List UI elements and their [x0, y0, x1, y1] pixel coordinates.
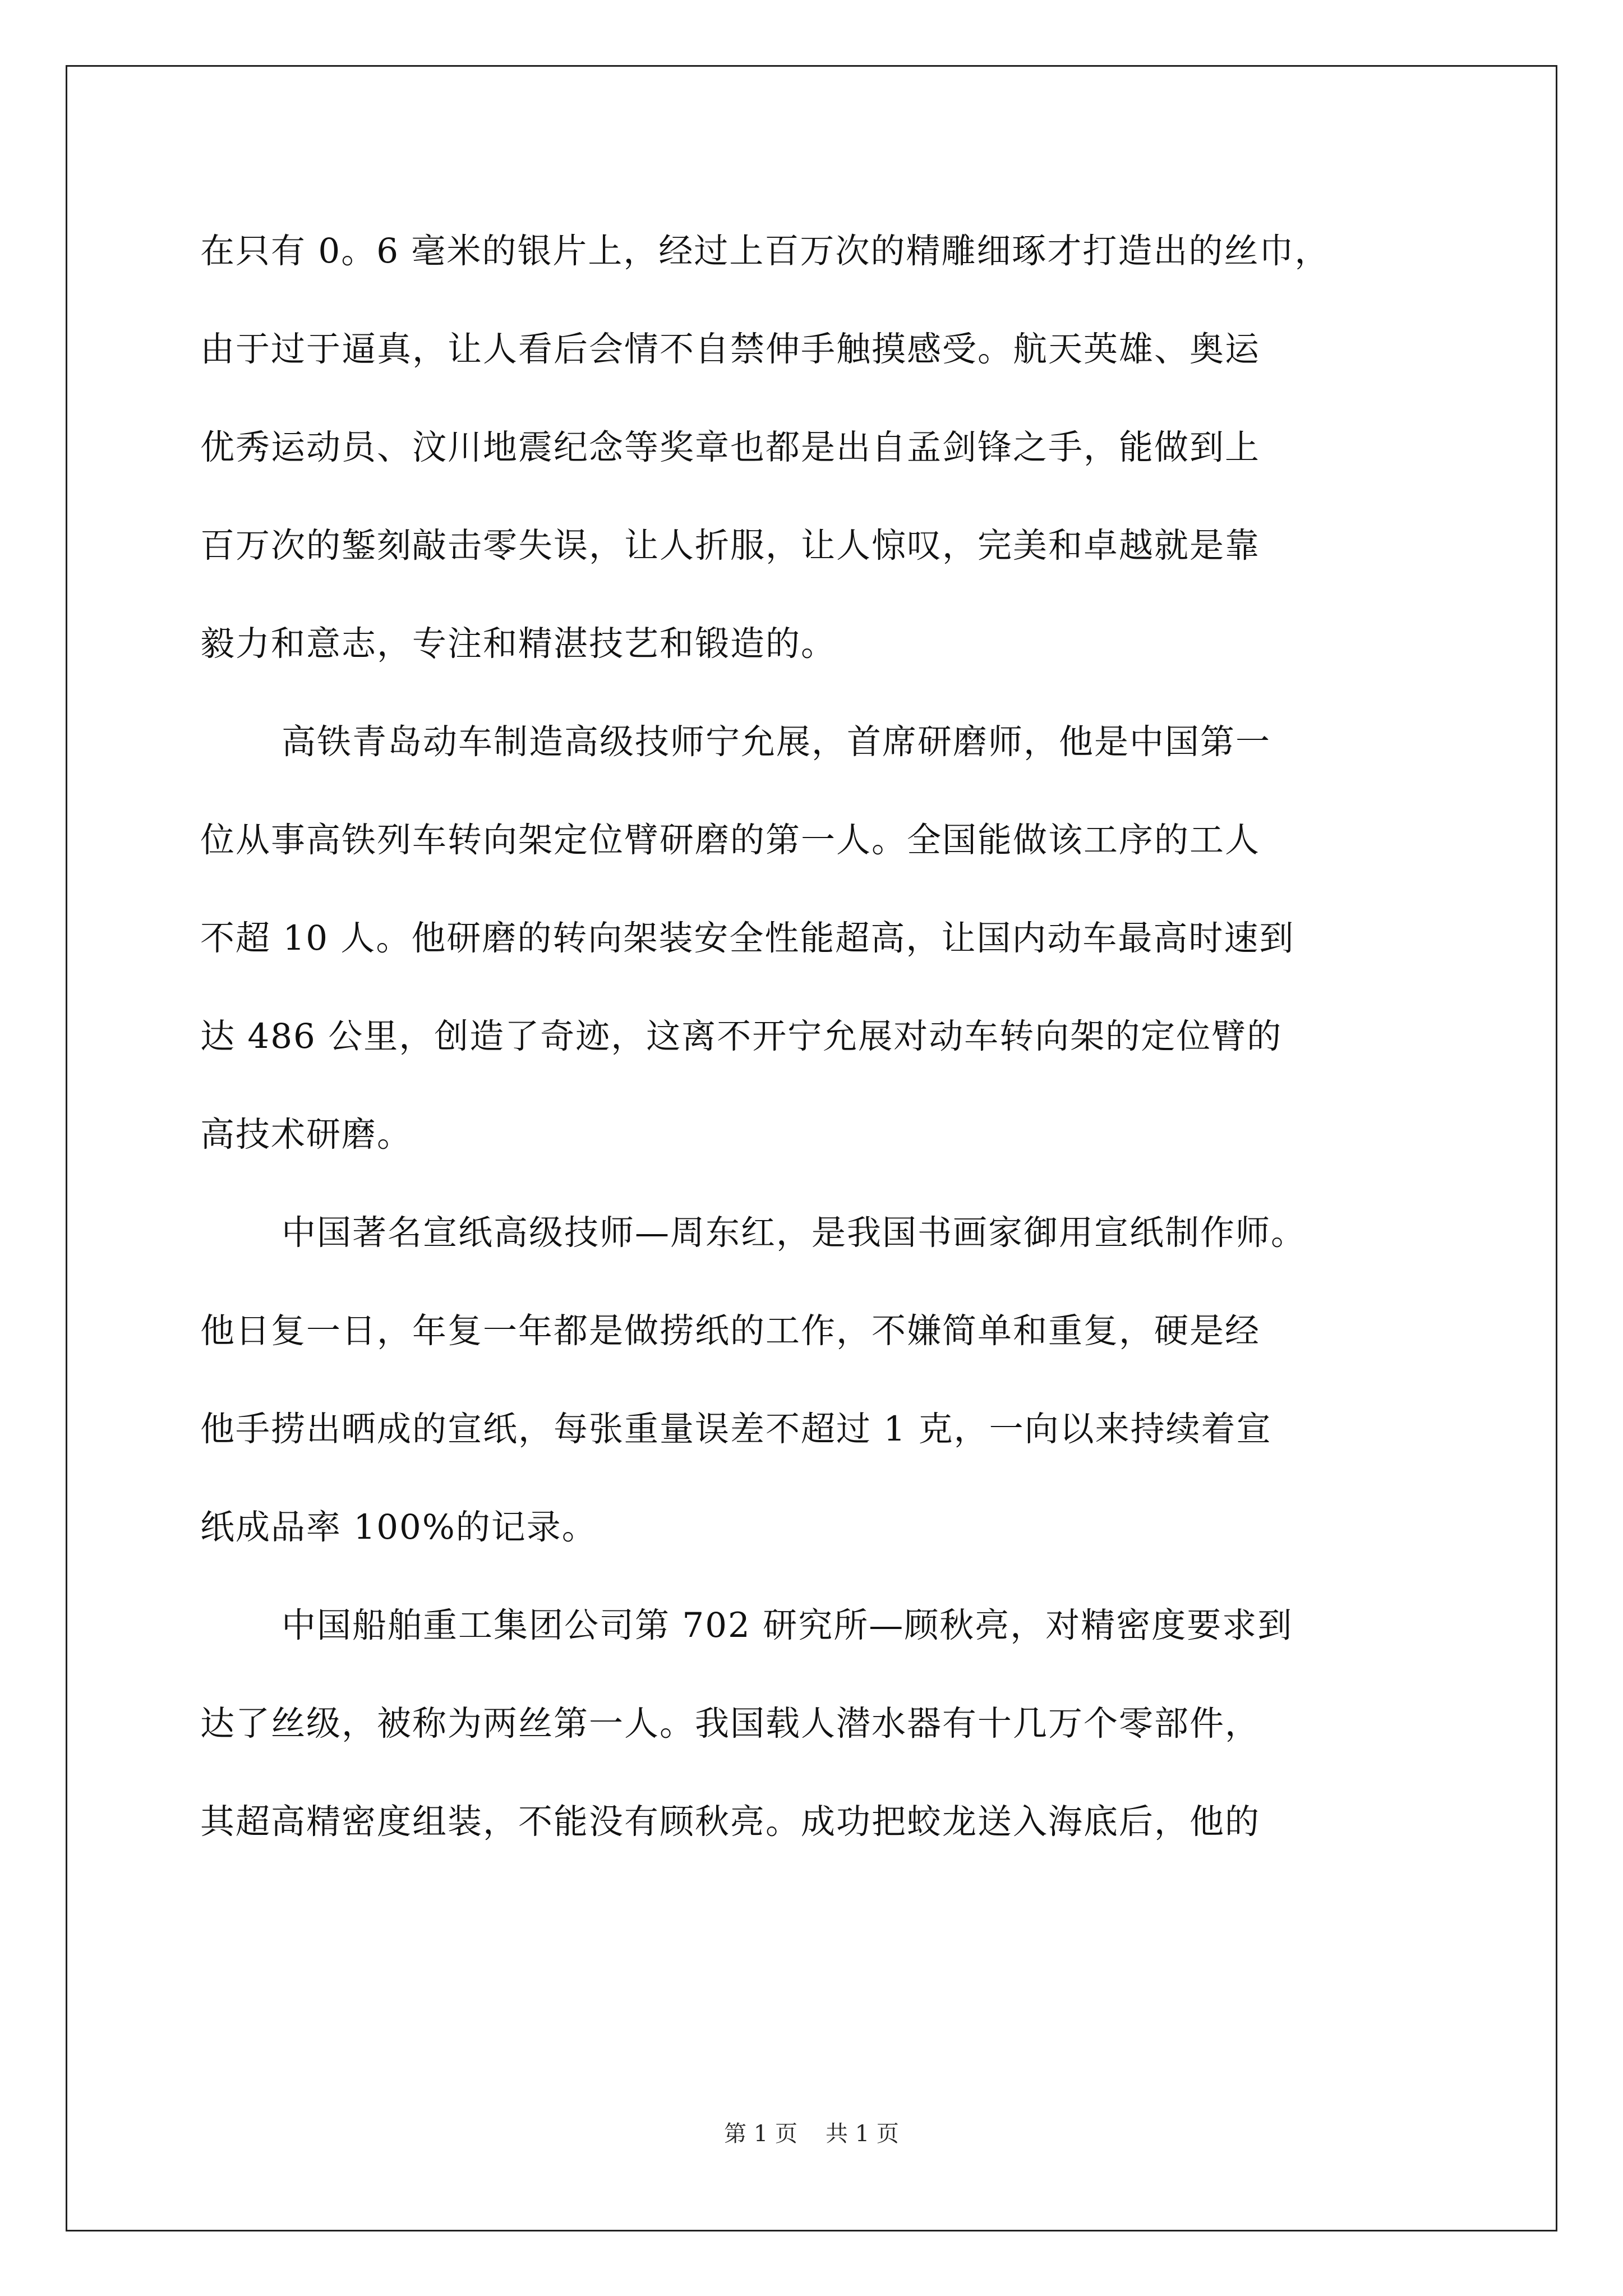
paragraph	[200, 1576, 1456, 1871]
text-line: 其超高精密度组装，不能没有顾秋亮。成功把蛟龙送入海底后，他的	[200, 1802, 1261, 1842]
text-line: 优秀运动员、汶川地震纪念等奖章也都是出自孟剑锋之手，能做到上	[200, 427, 1261, 467]
text-line: 纸成品率 100%的记录。	[200, 1507, 597, 1547]
page-number-total: 共 1 页	[826, 2121, 899, 2147]
paragraph	[200, 202, 1456, 693]
text-line: 高技术研磨。	[200, 1115, 413, 1154]
text-line: 他手捞出晒成的宣纸，每张重量误差不超过 1 克，一向以来持续着宣	[200, 1409, 1272, 1449]
paragraph	[200, 1184, 1456, 1576]
text-line: 由于过于逼真，让人看后会情不自禁伸手触摸感受。航天英雄、奥运	[200, 329, 1261, 369]
text-line: 高铁青岛动车制造高级技师宁允展，首席研磨师，他是中国第一	[282, 722, 1271, 762]
text-line: 位从事高铁列车转向架定位臂研磨的第一人。全国能做该工序的工人	[200, 820, 1261, 860]
text-line: 毅力和意志，专注和精湛技艺和锻造的。	[200, 624, 837, 664]
text-line: 中国著名宣纸高级技师—周东红，是我国书画家御用宣纸制作师。	[282, 1213, 1307, 1253]
page-footer	[0, 2120, 1623, 2147]
page-number-current: 第 1 页	[724, 2121, 797, 2147]
text-line: 达了丝级，被称为两丝第一人。我国载人潜水器有十几万个零部件，	[200, 1704, 1261, 1743]
text-line: 中国船舶重工集团公司第 702 研究所—顾秋亮，对精密度要求到	[282, 1605, 1293, 1645]
text-line: 达 486 公里，创造了奇迹，这离不开宁允展对动车转向架的定位臂的	[200, 1016, 1283, 1056]
text-line: 在只有 0。6 毫米的银片上，经过上百万次的精雕细琢才打造出的丝巾，	[200, 231, 1330, 271]
text-line: 他日复一日，年复一年都是做捞纸的工作，不嫌简单和重复，硬是经	[200, 1311, 1261, 1351]
text-line: 百万次的錾刻敲击零失误，让人折服，让人惊叹，完美和卓越就是靠	[200, 526, 1261, 565]
text-line: 不超 10 人。他研磨的转向架装安全性能超高，让国内动车最高时速到	[200, 918, 1295, 958]
paragraph	[200, 693, 1456, 1184]
document-body	[200, 202, 1456, 1871]
